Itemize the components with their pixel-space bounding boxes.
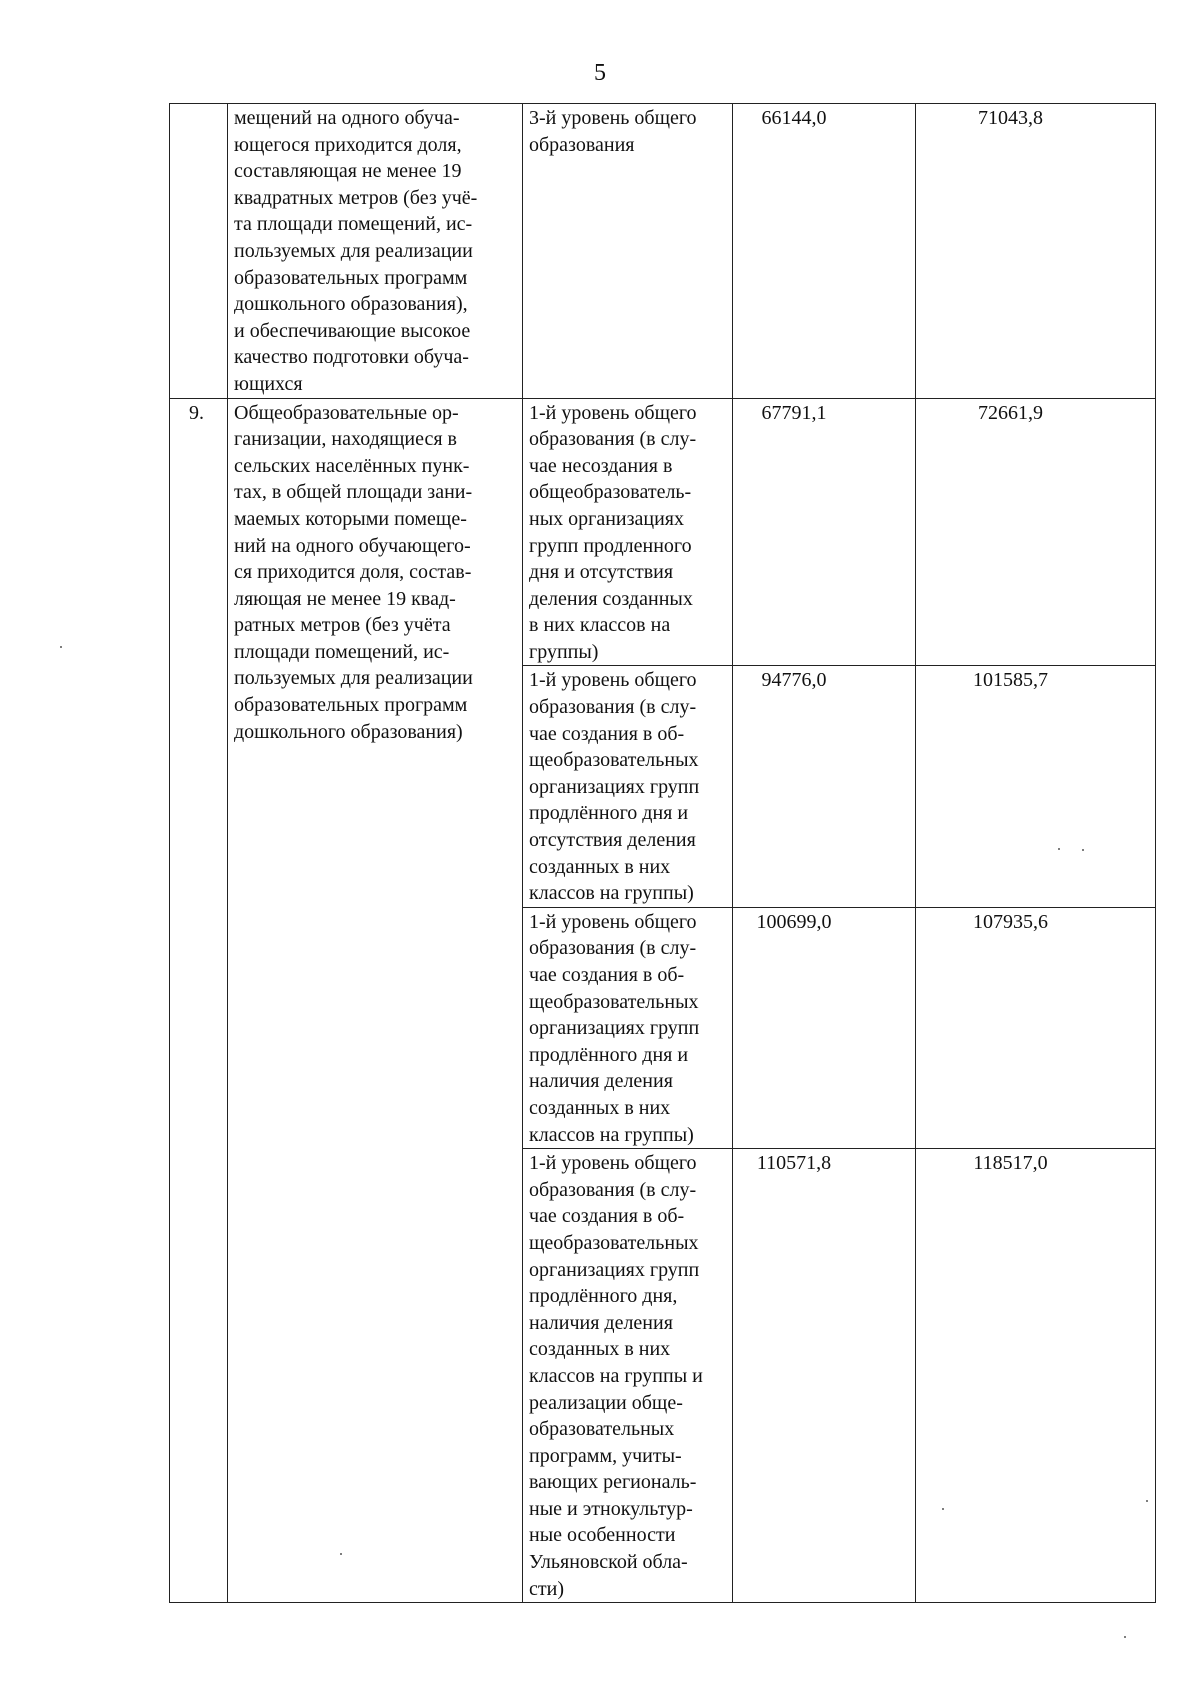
organization-description-cell: Общеобразовательные ор- ганизации, находящиеся в сельских населённых пунк- тах, в общей площади зани- маемых которыми помеще- ний на одного обучающего- ся приходится доля, состав- ляющая не менее 19 квад- ратных метров (без учёта площади помещений, ис- пользуемых для реализации образовательных программ дошкольного образования) — [228, 398, 523, 1603]
value-cell-1: 110571,8 — [733, 1149, 916, 1603]
education-level-cell: 3-й уровень общего образования — [523, 104, 733, 399]
table-row — [170, 398, 1156, 666]
education-level-cell: 1-й уровень общего образования (в слу- чае создания в об- щеобразовательных организациях групп продлённого дня и отсутствия деления созданных в них классов на группы) — [523, 666, 733, 907]
organization-description-cell: мещений на одного обуча- ющегося приходится доля, составляющая не менее 19 квадратных метров (без учё- та площади помещений, ис- пользуемых для реализации образовательных программ дошкольного образования), и обеспечивающие высокое качество подготовки обуча- ющихся — [228, 104, 523, 399]
value-cell-2: 71043,8 — [916, 104, 1156, 399]
value-cell-1: 100699,0 — [733, 907, 916, 1148]
page-number: 5 — [594, 60, 606, 86]
value-cell-2: 118517,0 — [916, 1149, 1156, 1603]
value-cell-1: 67791,1 — [733, 398, 916, 666]
value-cell-2: 101585,7 — [916, 666, 1156, 907]
value-cell-2: 72661,9 — [916, 398, 1156, 666]
education-level-cell: 1-й уровень общего образования (в слу- чае несоздания в общеобразователь- ных организациях групп продленного дня и отсутствия деления созданных в них классов на группы) — [523, 398, 733, 666]
value-cell-1: 94776,0 — [733, 666, 916, 907]
value-cell-1: 66144,0 — [733, 104, 916, 399]
table-row — [170, 104, 1156, 399]
row-number-cell: 9. — [170, 398, 228, 1603]
value-cell-2: 107935,6 — [916, 907, 1156, 1148]
education-level-cell: 1-й уровень общего образования (в слу- чае создания в об- щеобразовательных организациях групп продлённого дня, наличия деления созданных в них классов на группы и реализации обще- образовательных программ, учиты- вающих региональ- ные и этнокультур- ные особенности Ульяновской обла- сти) — [523, 1149, 733, 1603]
tariff-table — [169, 103, 1156, 1603]
row-number-cell — [170, 104, 228, 399]
education-level-cell: 1-й уровень общего образования (в слу- чае создания в об- щеобразовательных организациях групп продлённого дня и наличия деления созданных в них классов на группы) — [523, 907, 733, 1148]
